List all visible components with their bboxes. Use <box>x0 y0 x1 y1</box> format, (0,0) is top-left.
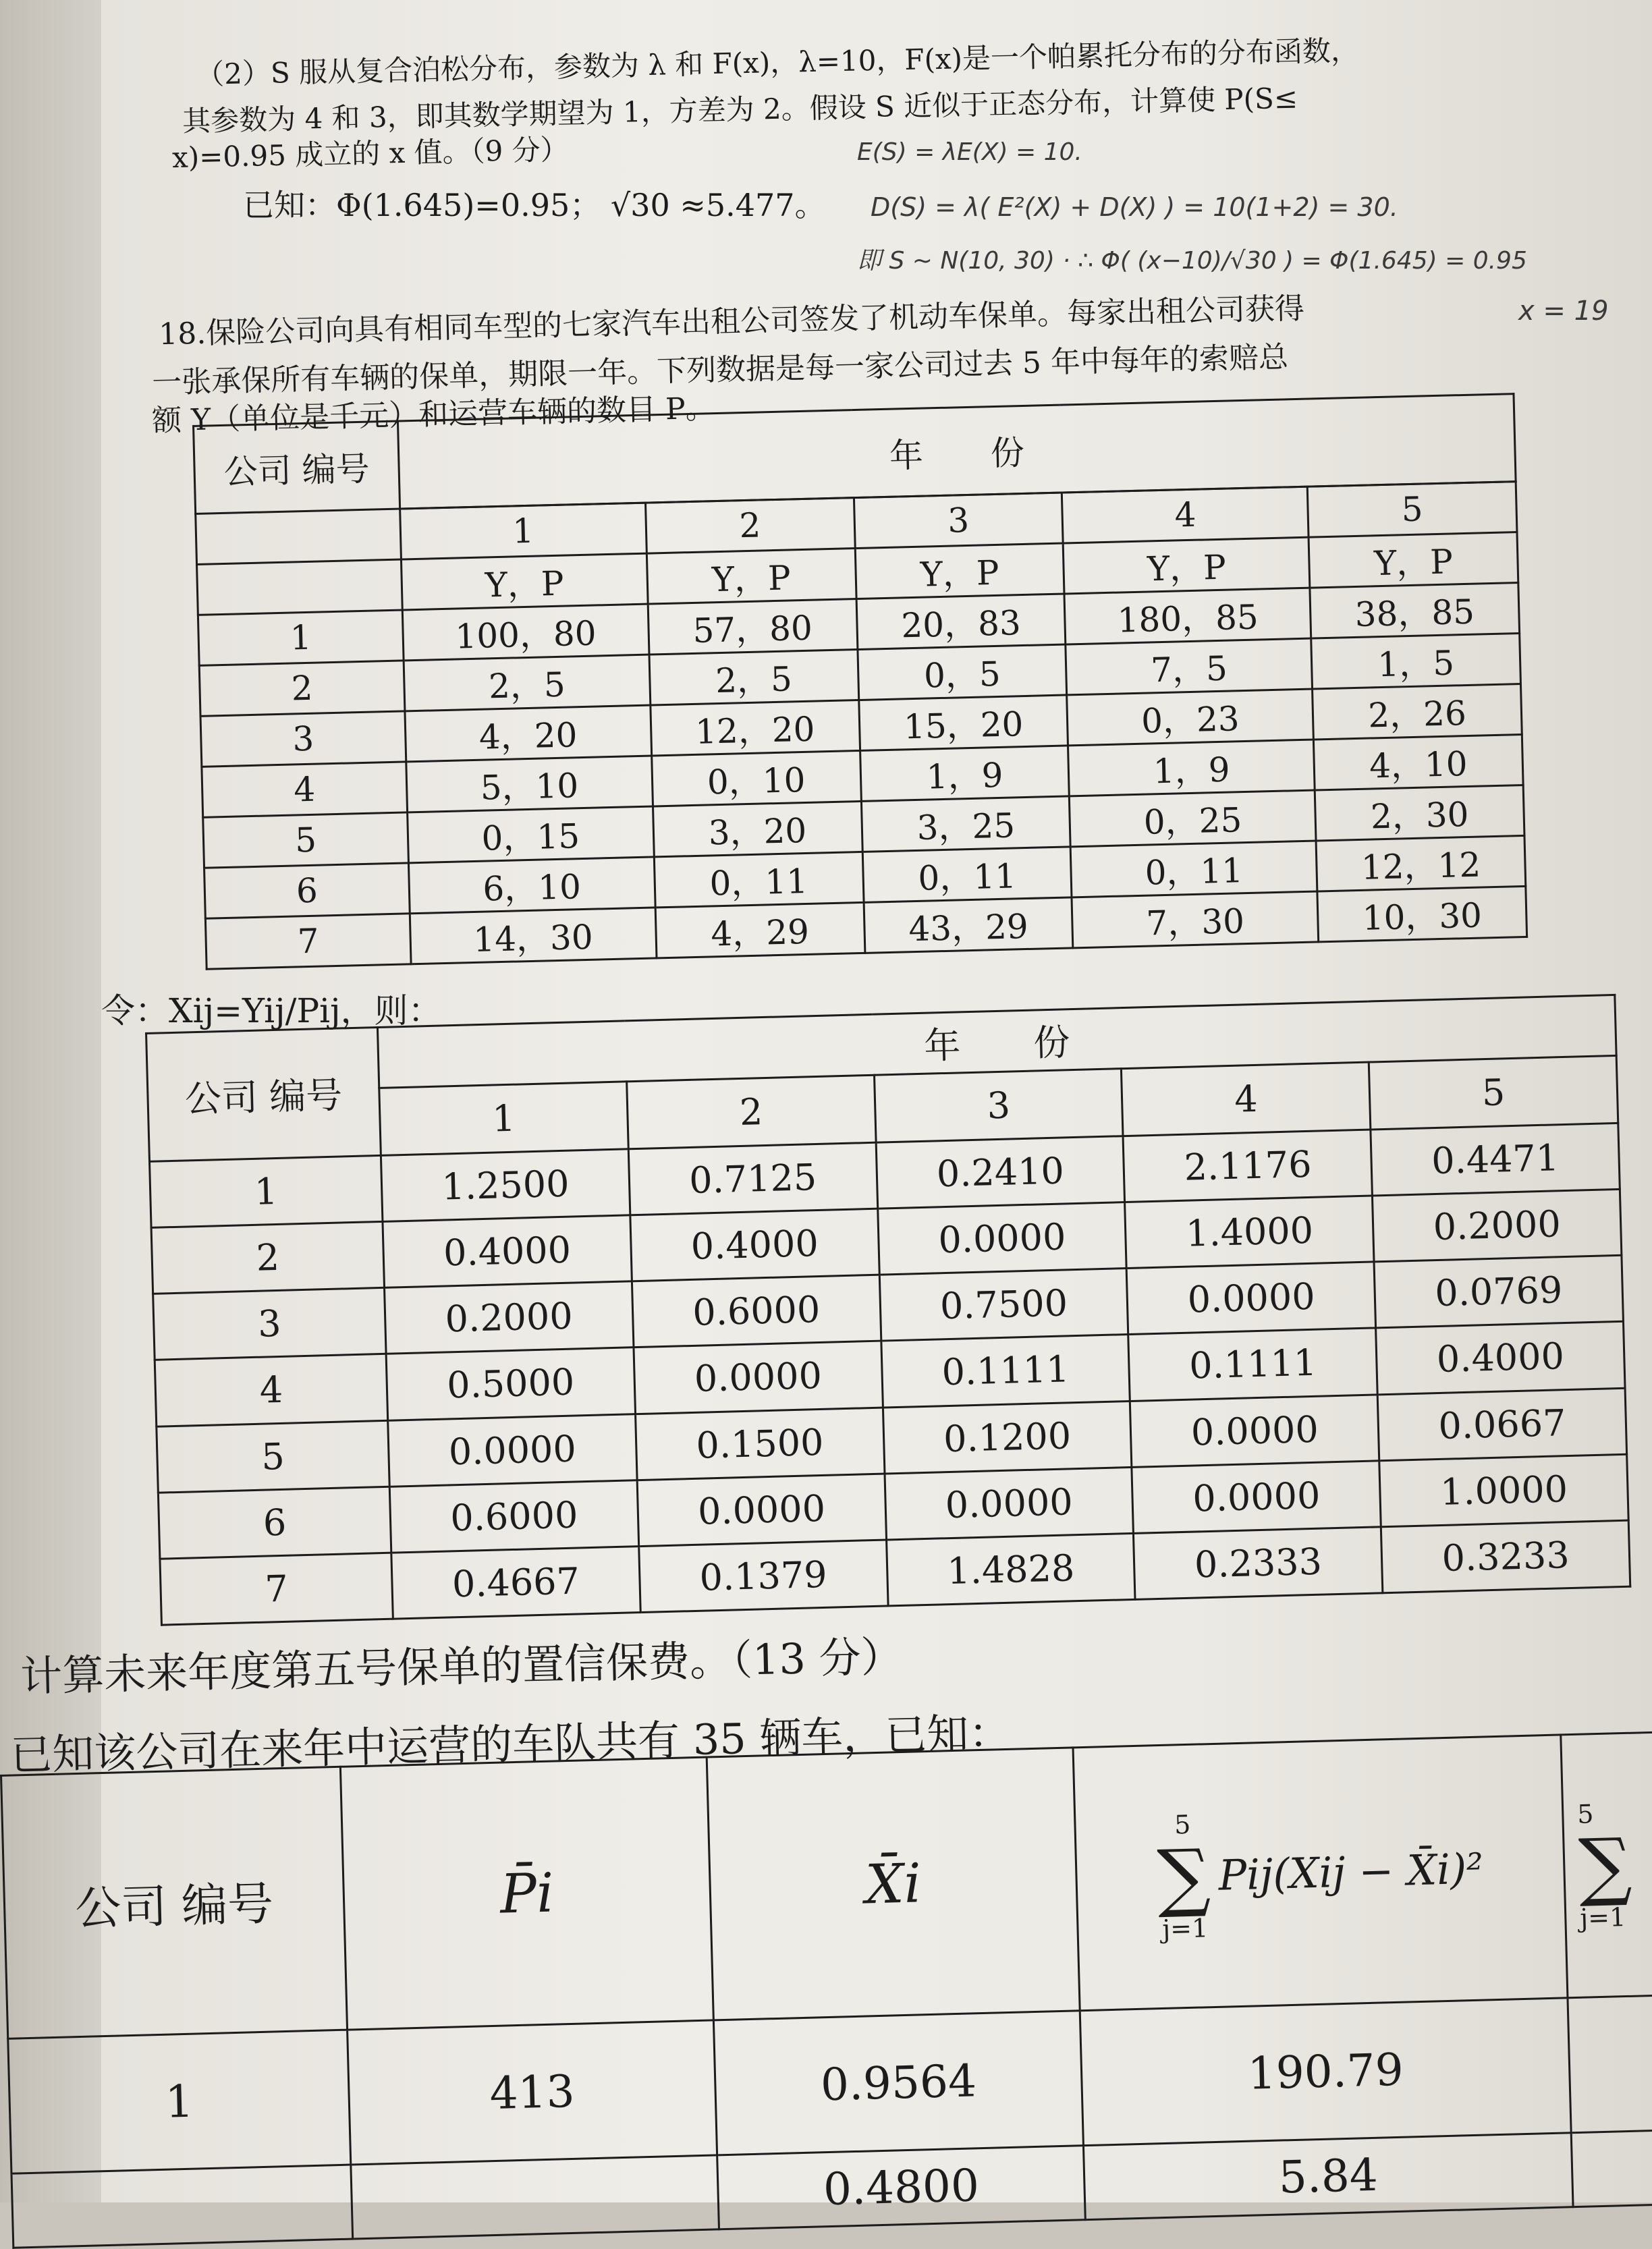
extra-sum-header <box>1561 1732 1652 1998</box>
yp-subheader: Y，P <box>855 543 1065 599</box>
company-number-header: 公司 编号 <box>1 1767 348 2038</box>
table-cell: 0.0000 <box>634 1341 883 1414</box>
table-cell <box>351 2155 719 2239</box>
table-cell: 0.7500 <box>879 1269 1128 1341</box>
year-number: 4 <box>1062 487 1309 543</box>
table-cell <box>1571 2130 1652 2207</box>
table-cell <box>1568 1995 1652 2133</box>
table-cell: 0.2000 <box>385 1281 634 1354</box>
table-cell: 0.4000 <box>630 1209 879 1281</box>
table-cell: 0.4471 <box>1371 1123 1620 1196</box>
part2-known: 已知：Φ(1.645)=0.95； √30 ≈5.477。 <box>243 187 826 223</box>
company-id <box>11 2165 353 2248</box>
yp-subheader: Y，P <box>1309 532 1518 588</box>
yp-subheader: Y，P <box>1064 537 1310 594</box>
company-id: 2 <box>199 661 405 716</box>
table-cell: 38，85 <box>1310 583 1520 639</box>
table-cell: 0.2410 <box>876 1136 1125 1209</box>
table-cell: 1，9 <box>1068 740 1315 796</box>
year-number: 2 <box>645 498 855 554</box>
table-cell: 0.9564 <box>713 2011 1083 2155</box>
table-cell: 6，10 <box>408 857 655 914</box>
table-cell: 5，10 <box>406 756 653 812</box>
table-cell: 1.2500 <box>381 1149 630 1222</box>
mean-x-header: X̄i <box>707 1748 1080 2020</box>
table-cell: 0.0000 <box>388 1414 637 1487</box>
q18-line3: 额 Y（单位是千元）和运营车辆的数目 P。 <box>151 391 716 439</box>
mean-p-header: P̄i <box>340 1757 713 2030</box>
company-id: 2 <box>151 1222 384 1294</box>
table-cell: 0.0000 <box>1130 1394 1379 1467</box>
table-cell: 2，5 <box>404 655 650 711</box>
table-cell: 43，29 <box>864 897 1074 953</box>
sigma-icon: ∑ <box>1577 1821 1633 1910</box>
company-id: 5 <box>203 812 409 868</box>
table-cell: 57，80 <box>648 599 858 655</box>
table-cell: 0.2000 <box>1373 1190 1622 1262</box>
table-cell: 2，26 <box>1313 684 1522 740</box>
table-cell: 1.0000 <box>1379 1454 1628 1527</box>
table-cell: 0，15 <box>408 806 654 863</box>
sigma-icon: ∑ <box>1156 1832 1212 1920</box>
table-cell: 0.0000 <box>885 1467 1134 1540</box>
handwritten-normal: 即 S ~ N(10, 30) · ∴ Φ( (x−10)/√30 ) = Φ(1.645) = 0.95 <box>857 247 1527 275</box>
company-id: 3 <box>200 711 406 767</box>
table-cell: 0.3233 <box>1381 1520 1630 1593</box>
table-cell: 2，30 <box>1315 785 1524 841</box>
company-id: 3 <box>153 1288 386 1360</box>
table-cell: 0.0769 <box>1374 1256 1623 1329</box>
table-cell: 0，11 <box>862 847 1072 903</box>
let-definition: 令：Xij=Yij/Pij，则： <box>101 991 442 1030</box>
table-cell: 0.0000 <box>1132 1461 1381 1534</box>
company-id: 1 <box>198 610 404 665</box>
table-cell: 20，83 <box>856 594 1066 650</box>
table-cell: 0.0667 <box>1377 1388 1626 1461</box>
year-number: 1 <box>379 1082 628 1156</box>
part2-line1: （2）S 服从复合泊松分布，参数为 λ 和 F(x)，λ=10，F(x)是一个帕累托分布的分布函数， <box>195 33 1360 92</box>
company-id: 6 <box>204 863 410 918</box>
blank-header-cell <box>196 509 402 564</box>
company-number-header: 公司 编号 <box>194 421 400 513</box>
table-cell: 0.6000 <box>389 1480 638 1553</box>
table-cell: 14，30 <box>410 908 656 964</box>
ratio-table <box>145 994 1631 1626</box>
sum-header <box>1073 1735 1568 2011</box>
company-id: 7 <box>205 914 411 969</box>
part2-line3: x)=0.95 成立的 x 值。（9 分） <box>171 132 570 175</box>
table-cell: 0.4800 <box>717 2146 1086 2229</box>
company-number-header: 公司 编号 <box>146 1027 381 1161</box>
table-cell: 0.0000 <box>637 1474 886 1547</box>
sum-upper-limit: 5 <box>1576 1798 1595 1829</box>
table-cell: 0.1200 <box>883 1401 1132 1474</box>
handwritten-answer: x = 19 <box>1518 296 1609 327</box>
q18-line1: 18.保险公司向具有相同车型的七家汽车出租公司签发了机动车保单。每家出租公司获得 <box>158 291 1305 352</box>
blank-header-cell <box>197 559 403 615</box>
table-cell: 4，29 <box>655 902 865 958</box>
year-number: 3 <box>854 493 1064 549</box>
sum-lower-limit: j=1 <box>1161 1912 1209 1944</box>
company-id: 7 <box>160 1553 393 1625</box>
sum-upper-limit: 5 <box>1174 1809 1191 1839</box>
table-cell: 0.4000 <box>383 1215 632 1288</box>
table-cell: 12，20 <box>650 700 860 756</box>
table-cell: 1，5 <box>1311 634 1521 690</box>
company-id: 6 <box>158 1487 391 1559</box>
handwritten-variance: D(S) = λ( E²(X) + D(X) ) = 10(1+2) = 30. <box>871 192 1398 222</box>
table-cell: 3，25 <box>861 796 1071 852</box>
table-cell: 1，9 <box>860 746 1070 802</box>
table-cell: 0.2333 <box>1134 1527 1383 1600</box>
company-id: 1 <box>8 2030 351 2173</box>
year-number: 2 <box>626 1075 875 1149</box>
table-cell: 5.84 <box>1083 2133 1573 2220</box>
fleet-statement: 已知该公司在来年中运营的车队共有 35 辆车，已知： <box>9 1708 1012 1780</box>
company-id: 5 <box>157 1420 389 1493</box>
year-number: 4 <box>1122 1062 1371 1136</box>
handwritten-expectation: E(S) = λE(X) = 10. <box>857 138 1082 166</box>
table-cell: 3，20 <box>653 801 862 857</box>
table-cell: 0，25 <box>1070 790 1316 847</box>
table-cell: 0.1500 <box>635 1408 884 1480</box>
table-cell: 0，5 <box>857 644 1067 700</box>
year-number: 1 <box>400 503 646 559</box>
q18-line2: 一张承保所有车辆的保单，期限一年。下列数据是每一家公司过去 5 年中每年的索赔总 <box>151 339 1289 401</box>
table-cell: 0.0000 <box>877 1202 1126 1275</box>
table-cell: 0，10 <box>651 750 861 806</box>
table-cell: 0.4000 <box>1376 1322 1625 1395</box>
table-cell: 413 <box>348 2020 717 2165</box>
year-header: 年 份 <box>377 995 1616 1088</box>
table-cell: 0，23 <box>1067 689 1313 746</box>
table-cell: 7，30 <box>1072 891 1318 948</box>
sum-expression: Pij(Xij − X̄i)² <box>1217 1843 1484 1900</box>
summary-table <box>0 1731 1652 2249</box>
table-cell: 0.4667 <box>391 1546 640 1619</box>
table-cell: 7，5 <box>1066 638 1312 695</box>
table-cell: 10，30 <box>1317 886 1527 942</box>
table-cell: 100，80 <box>402 604 649 661</box>
company-id: 4 <box>155 1354 387 1426</box>
part2-line2: 其参数为 4 和 3，即其数学期望为 1，方差为 2。假设 S 近似于正态分布，计算使 P(S≤ <box>182 81 1298 138</box>
year-header: 年 份 <box>397 394 1516 509</box>
table-cell: 1.4000 <box>1125 1196 1374 1269</box>
yp-subheader: Y，P <box>646 549 856 605</box>
table-cell: 4，20 <box>405 705 651 762</box>
table-cell: 4，10 <box>1313 734 1523 790</box>
table-cell: 0.1111 <box>1128 1328 1377 1401</box>
table-cell: 15，20 <box>858 695 1068 751</box>
table-cell: 1.4828 <box>886 1533 1135 1606</box>
year-number: 3 <box>874 1069 1123 1143</box>
table-cell: 0，11 <box>654 852 864 908</box>
task-statement: 计算未来年度第五号保单的置信保费。（13 分） <box>20 1632 904 1701</box>
table-cell: 180，85 <box>1064 588 1311 644</box>
table-cell: 190.79 <box>1080 1998 1571 2146</box>
year-number: 5 <box>1369 1055 1618 1130</box>
table-cell: 2，5 <box>649 650 859 706</box>
claims-table <box>192 393 1528 970</box>
table-cell: 2.1176 <box>1123 1130 1372 1202</box>
yp-subheader: Y，P <box>401 553 647 610</box>
table-cell: 0.6000 <box>632 1275 881 1348</box>
company-id: 1 <box>150 1155 383 1227</box>
table-cell: 0.1111 <box>881 1335 1130 1408</box>
year-number: 5 <box>1307 482 1517 538</box>
table-cell: 0.0000 <box>1127 1262 1376 1335</box>
table-cell: 12，12 <box>1316 835 1526 891</box>
company-id: 4 <box>202 762 408 817</box>
table-cell: 0，11 <box>1071 841 1317 897</box>
table-cell: 0.5000 <box>386 1348 635 1420</box>
sum-lower-limit: j=1 <box>1579 1901 1626 1933</box>
table-cell: 0.7125 <box>628 1142 877 1215</box>
table-cell: 0.1379 <box>638 1540 887 1613</box>
